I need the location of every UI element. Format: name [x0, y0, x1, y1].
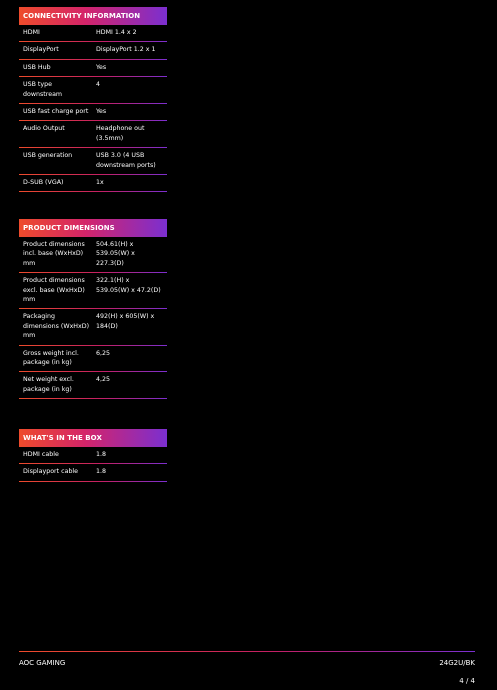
spec-row — [19, 42, 167, 59]
connectivity-header: CONNECTIVITY INFORMATION — [19, 7, 167, 25]
spec-row — [19, 175, 167, 192]
spec-row — [19, 346, 167, 373]
spec-row — [19, 309, 167, 345]
spec-label: Displayport cable — [23, 468, 79, 476]
dimensions-header: PRODUCT DIMENSIONS — [19, 219, 167, 237]
spec-row — [19, 237, 167, 273]
spec-value: HDMI 1.4 x 2 — [96, 29, 137, 36]
spec-label: DisplayPort — [23, 46, 59, 54]
spec-value: 4 — [96, 81, 101, 89]
spec-label: USB Hub — [23, 63, 51, 71]
spec-row — [19, 60, 167, 77]
spec-label: HDMI — [23, 29, 40, 36]
spec-value: 6,25 — [96, 349, 111, 357]
connectivity-section — [19, 7, 167, 192]
spec-value: USB 3.0 (4 USB downstream ports) — [96, 152, 156, 169]
spec-value: 1x — [96, 179, 104, 187]
box-contents-header: WHAT'S IN THE BOX — [19, 429, 167, 447]
spec-row — [19, 447, 167, 464]
spec-label: USB fast charge port — [23, 108, 89, 116]
spec-label: USB generation — [23, 152, 73, 160]
spec-row — [19, 148, 167, 175]
footer-brand: AOC GAMING — [19, 659, 66, 667]
page-number: 4 / 4 — [459, 677, 475, 685]
spec-row — [19, 25, 167, 42]
spec-label: USB type downstream — [23, 81, 63, 98]
spec-label: D-SUB (VGA) — [23, 179, 64, 187]
spec-row — [19, 273, 167, 309]
spec-row — [19, 104, 167, 121]
spec-value: 492(H) x 605(W) x 184(D) — [96, 313, 155, 330]
spec-value: 4,25 — [96, 376, 111, 384]
footer-divider — [19, 651, 475, 652]
spec-row — [19, 464, 167, 481]
box-contents-section — [19, 429, 167, 482]
spec-value: Yes — [96, 63, 107, 71]
spec-value: 322.1(H) x 539.05(W) x 47.2(D) — [96, 277, 161, 294]
spec-value: Headphone out (3.5mm) — [96, 125, 145, 142]
dimensions-section — [19, 219, 167, 399]
footer-model: 24G2U/BK — [439, 659, 475, 667]
spec-row — [19, 372, 167, 399]
spec-row — [19, 77, 167, 104]
spec-label: Packaging dimensions (WxHxD) mm — [23, 313, 90, 340]
spec-label: Net weight excl. package (in kg) — [23, 376, 74, 393]
spec-value: Yes — [96, 108, 107, 116]
spec-label: Product dimensions excl. base (WxHxD) mm — [23, 277, 85, 304]
spec-value: 1.8 — [96, 451, 107, 458]
spec-value: DisplayPort 1.2 x 1 — [96, 46, 156, 54]
spec-label: Product dimensions incl. base (WxHxD) mm — [23, 241, 85, 267]
spec-label: Gross weight incl. package (in kg) — [23, 349, 79, 367]
spec-label: HDMI cable — [23, 451, 59, 458]
spec-row — [19, 121, 167, 148]
spec-value: 504.61(H) x 539.05(W) x 227.3(D) — [96, 241, 135, 267]
spec-value: 1.8 — [96, 468, 107, 476]
spec-label: Audio Output — [23, 125, 65, 133]
